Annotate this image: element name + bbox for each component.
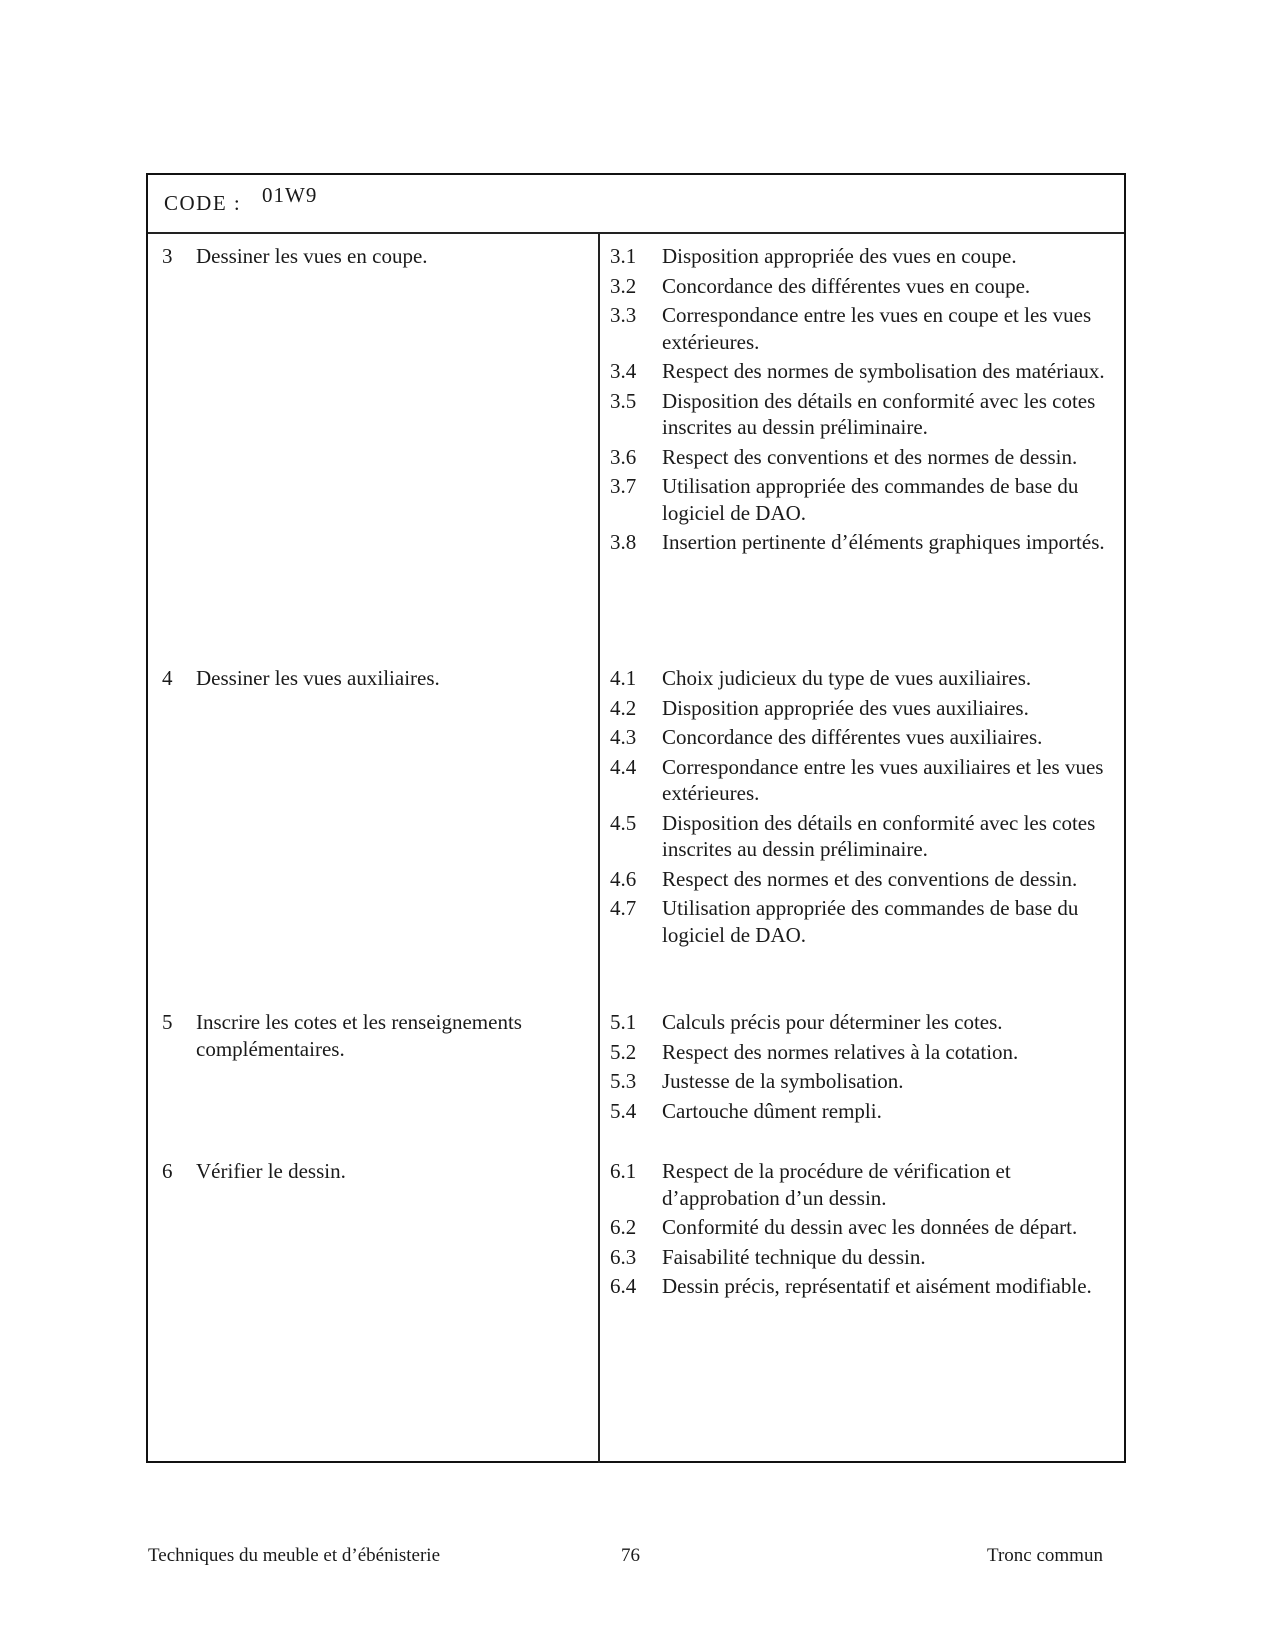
- criterion-number: 5.2: [610, 1039, 637, 1064]
- criterion: [610, 243, 1110, 270]
- criteria-list-5: [610, 1009, 1110, 1127]
- criterion-number: 4.2: [610, 695, 637, 720]
- criterion-text: Justesse de la symbolisation.: [662, 1069, 904, 1093]
- criterion-text: Respect des normes relatives à la cotation.: [662, 1039, 1019, 1064]
- element-4: [162, 665, 582, 692]
- criterion-text: Disposition appropriée des vues auxiliaires.: [662, 695, 1029, 720]
- criterion: [610, 302, 1110, 355]
- criterion-number: 3.6: [610, 444, 637, 469]
- criterion-text: Insertion pertinente d’éléments graphiques importés.: [662, 530, 1105, 554]
- criterion-number: 4.4: [610, 754, 637, 779]
- criterion: [610, 358, 1110, 385]
- criterion: [610, 1039, 1110, 1066]
- criterion: [610, 1244, 1110, 1271]
- criterion-number: 6.4: [610, 1274, 637, 1298]
- criterion-text: Respect des normes de symbolisation des matériaux.: [662, 359, 1105, 383]
- criterion-number: 6.3: [610, 1244, 637, 1269]
- column-divider: [598, 232, 600, 1463]
- criterion-text: Faisabilité technique du dessin.: [662, 1244, 926, 1269]
- criterion-number: 4.3: [610, 725, 637, 749]
- criterion: [610, 810, 1110, 863]
- criterion-number: 3.3: [610, 303, 637, 327]
- criterion-number: 4.7: [610, 896, 637, 920]
- criterion-text: Conformité du dessin avec les données de départ.: [662, 1215, 1078, 1239]
- element-number: 5: [162, 1010, 173, 1034]
- criterion: [610, 273, 1110, 300]
- criterion-text: Respect des conventions et des normes de dessin.: [662, 444, 1078, 469]
- criterion: [610, 1098, 1110, 1125]
- criterion-number: 4.1: [610, 666, 637, 690]
- element-3: [162, 243, 582, 270]
- criteria-list-6: [610, 1158, 1110, 1303]
- code-value: 01W9: [262, 183, 318, 207]
- criterion: [610, 1214, 1110, 1241]
- criterion-text: Cartouche dûment rempli.: [662, 1098, 882, 1123]
- element-number: 6: [162, 1159, 173, 1183]
- footer-program-title: Techniques du meuble et d’ébénisterie: [148, 1545, 441, 1566]
- criterion-text: Disposition des détails en conformité avec les cotes inscrites au dessin préliminaire.: [662, 810, 1096, 861]
- criterion-text: Dessin précis, représentatif et aisément modifiable.: [662, 1274, 1092, 1298]
- criterion-number: 6.1: [610, 1159, 637, 1183]
- criterion-number: 3.2: [610, 273, 637, 298]
- criterion-number: 3.4: [610, 359, 637, 383]
- criterion-number: 5.1: [610, 1010, 637, 1034]
- criterion-number: 3.8: [610, 530, 637, 554]
- criterion-text: Respect des normes et des conventions de dessin.: [662, 866, 1078, 891]
- criterion: [610, 724, 1110, 751]
- criterion: [610, 388, 1110, 441]
- criterion-number: 5.4: [610, 1098, 637, 1123]
- criterion-number: 3.5: [610, 388, 637, 413]
- element-title: Dessiner les vues en coupe.: [196, 244, 428, 268]
- competency-table: [146, 173, 1126, 1463]
- criterion-text: Utilisation appropriée des commandes de base du logiciel de DAO.: [662, 896, 1079, 947]
- criterion-text: Disposition appropriée des vues en coupe.: [662, 244, 1017, 268]
- criterion-number: 3.7: [610, 474, 637, 498]
- criterion: [610, 866, 1110, 893]
- criterion-text: Calculs précis pour déterminer les cotes.: [662, 1010, 1003, 1034]
- criterion: [610, 1009, 1110, 1036]
- criterion: [610, 529, 1110, 556]
- element-title: Dessiner les vues auxiliaires.: [196, 666, 440, 690]
- criterion-text: Correspondance entre les vues auxiliaires et les vues extérieures.: [662, 754, 1104, 805]
- criterion-text: Disposition des détails en conformité avec les cotes inscrites au dessin préliminaire.: [662, 388, 1096, 439]
- code-header-row: [148, 175, 1124, 234]
- criterion-text: Concordance des différentes vues auxiliaires.: [662, 725, 1043, 749]
- footer-section-label: Tronc commun: [987, 1545, 1103, 1566]
- criterion: [610, 895, 1110, 948]
- criterion-number: 3.1: [610, 244, 637, 268]
- criterion: [610, 1273, 1110, 1300]
- criterion: [610, 754, 1110, 807]
- criterion-text: Concordance des différentes vues en coupe.: [662, 273, 1031, 298]
- criterion-number: 5.3: [610, 1069, 637, 1093]
- criterion: [610, 473, 1110, 526]
- footer-page-number: 76: [621, 1545, 640, 1566]
- element-number: 4: [162, 666, 173, 690]
- criterion-text: Utilisation appropriée des commandes de base du logiciel de DAO.: [662, 474, 1079, 525]
- element-number: 3: [162, 244, 173, 268]
- element-5: [162, 1009, 582, 1063]
- criterion: [610, 695, 1110, 722]
- criterion-text: Respect de la procédure de vérification et d’approbation d’un dessin.: [662, 1159, 1011, 1210]
- criteria-list-3: [610, 243, 1110, 559]
- criterion: [610, 665, 1110, 692]
- criterion-text: Choix judicieux du type de vues auxiliaires.: [662, 666, 1032, 690]
- criterion-number: 4.5: [610, 810, 637, 835]
- criterion-text: Correspondance entre les vues en coupe et les vues extérieures.: [662, 303, 1092, 354]
- criterion: [610, 1158, 1110, 1211]
- criterion-number: 6.2: [610, 1215, 637, 1239]
- criterion: [610, 1068, 1110, 1095]
- element-6: [162, 1158, 582, 1185]
- criteria-list-4: [610, 665, 1110, 951]
- criterion: [610, 444, 1110, 471]
- code-label: CODE :: [164, 191, 242, 215]
- criterion-number: 4.6: [610, 866, 637, 891]
- element-title: Inscrire les cotes et les renseignements complémentaires.: [196, 1010, 522, 1061]
- element-title: Vérifier le dessin.: [196, 1159, 346, 1183]
